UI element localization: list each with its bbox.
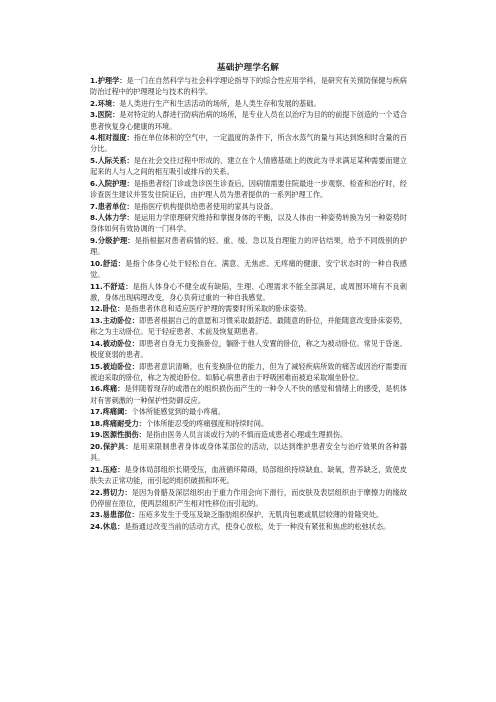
term-entry (90, 361, 407, 383)
entry-term: 主动卧位： (102, 315, 140, 325)
entry-number: 24. (90, 521, 103, 531)
entry-definition: 是指根据对患者病情的轻、重、缓、急以及自理能力的评估结果，给予不同级别的护理。 (90, 235, 407, 257)
entry-term: 相对湿度： (97, 133, 134, 143)
entry-definition: 是指人体身心不健全或有缺陷，生理、心理需求不能全部满足，或周围环境有不良刺激，身体出现病理改变，身心负荷过重的一种自我感觉。 (90, 281, 407, 302)
entry-number: 10. (90, 258, 103, 268)
term-entry (90, 383, 407, 405)
entry-definition: 是人类进行生产和生活活动的场所，是人类生存和发展的基础。 (119, 98, 321, 108)
term-entry (90, 98, 407, 109)
entry-number: 21. (90, 464, 103, 474)
entry-term: 休息： (102, 521, 125, 531)
entry-term: 入院护理： (97, 178, 134, 188)
entry-definition: 是对特定的人群进行防病治病的场所，是专业人员在以治疗为目的的前提下创造的一个适合患者恢复身心健康的环境。 (90, 110, 407, 131)
term-entry (90, 155, 407, 177)
entry-term: 患者单位： (97, 201, 134, 211)
entry-term: 人体力学： (97, 213, 134, 223)
entry-number: 20. (90, 441, 103, 451)
entry-number: 12. (90, 304, 103, 314)
term-entry (90, 212, 407, 234)
entry-definition: 即患者意识清晰，也有变换卧位的能力，但为了减轻疾病所致的痛苦或因治疗需要而被迫采取的卧位，称之为被迫卧位。如肺心病患者由于呼吸困难而被迫采取端坐卧位。 (90, 361, 407, 382)
term-entry (90, 109, 407, 131)
entry-definition: 是因为骨骼及深层组织由于重力作用会向下滑行，而皮肤及表层组织由于摩擦力的缘故仍停留在原位，使两层组织产生相对性移位而引起的。 (90, 487, 407, 508)
entry-definition: 即患者自身无力变换卧位，躺卧于他人安置的卧位，称之为被动卧位。常见于昏迷、极度衰弱的患者。 (90, 338, 407, 359)
entry-term: 分级护理： (97, 235, 135, 245)
entry-definition: 是指患者经门诊或急诊医生诊查后，因病情需要住院最进一步观察、检查和治疗时，经诊查医生建议并签发住院证后，由护理人员为患者提供的一系列护理工作。 (90, 178, 407, 199)
entry-number: 18. (90, 418, 103, 428)
entry-term: 护理学： (97, 76, 127, 85)
term-entry (90, 338, 407, 360)
entry-number: 23. (90, 510, 103, 520)
entry-number: 22. (90, 487, 103, 497)
term-entry (90, 75, 407, 97)
entry-definition: 是指个体身心处于轻松自在、满意、无焦虑、无疼痛的健康、安宁状态时的一种自我感觉。 (90, 258, 407, 279)
entry-term: 医院： (97, 110, 120, 120)
entry-number: 16. (90, 384, 103, 394)
entry-term: 被动卧位： (102, 338, 140, 348)
entry-number: 15. (90, 361, 103, 371)
term-entry (90, 509, 407, 520)
entry-definition: 即患者根据自己的意愿和习惯采取最舒适、最随意的卧位，并能随意改变卧床姿势，称之为主动卧位。见于轻症患者、术前及恢复期患者。 (90, 315, 407, 337)
entry-definition: 是在社会交往过程中形成的、建立在个人情感基础上的彼此为寻求满足某种需要而建立起来的人与人之间的相互吸引或排斥的关系。 (90, 155, 407, 177)
entry-number: 3. (90, 110, 98, 120)
entry-term: 不舒适： (102, 281, 133, 291)
term-entry (90, 235, 407, 257)
entry-term: 人际关系： (97, 155, 134, 165)
entry-definition: 是用来限制患者身体或身体某部位的活动，以达到维护患者安全与治疗效果的各种器具。 (90, 441, 407, 463)
entry-term: 卧位： (102, 304, 125, 314)
term-entry (90, 132, 407, 154)
entry-definition: 压疮多发生于受压及缺乏脂肪组织保护、无肌肉包裹或肌层较薄的骨隆突处。 (138, 510, 384, 520)
entry-definition: 个体所能感觉到的最小疼痛。 (131, 407, 225, 417)
entry-number: 17. (90, 407, 103, 417)
entry-number: 14. (90, 338, 103, 348)
entry-number: 9. (90, 235, 98, 245)
term-list (90, 75, 407, 533)
entry-term: 疼痛阈： (102, 407, 132, 417)
entry-definition: 个体所能忍受的疼痛强度和持续时间。 (145, 418, 269, 428)
entry-definition: 是指医疗机构提供给患者使用的家具与设备。 (133, 201, 278, 211)
entry-term: 舒适： (102, 258, 126, 268)
entry-definition: 是指患者休息和适应医疗护理的需要时所采取的卧床姿势。 (124, 304, 312, 314)
term-entry (90, 201, 407, 212)
entry-number: 7. (90, 201, 98, 211)
term-entry (90, 281, 407, 303)
term-entry (90, 406, 407, 417)
term-entry (90, 521, 407, 532)
entry-definition: 是指由医务人员言谈或行为的不慎而造成患者心理或生理损伤。 (145, 430, 348, 440)
entry-number: 6. (90, 178, 98, 188)
entry-term: 被迫卧位： (102, 361, 140, 371)
entry-term: 环境： (97, 98, 120, 108)
entry-number: 8. (90, 213, 98, 223)
entry-number: 19. (90, 430, 103, 440)
entry-term: 易患部位： (102, 510, 139, 520)
term-entry (90, 487, 407, 509)
entry-term: 剪切力： (102, 487, 132, 497)
term-entry (90, 464, 407, 486)
entry-number: 11. (90, 281, 103, 291)
entry-definition: 是一门在自然科学与社会科学理论指导下的综合性应用学科，是研究有关预防保健与疾病防治过程中的护理理论与技术的科学。 (90, 76, 407, 97)
entry-term: 压疮： (102, 464, 125, 474)
term-entry (90, 258, 407, 280)
term-entry (90, 418, 407, 429)
entry-term: 疼痛耐受力： (102, 418, 146, 428)
entry-number: 13. (90, 315, 103, 325)
entry-definition: 是运用力学原理研究维持和掌握身体的平衡，以及人体由一种姿势转换为另一种姿势时身体如何有效协调的一门科学。 (90, 213, 407, 234)
term-entry (90, 429, 407, 440)
entry-number: 1. (90, 76, 98, 85)
entry-definition: 是指通过改变当前的活动方式，使身心放松，处于一种没有紧张和焦虑的松弛状态。 (124, 521, 391, 531)
term-entry (90, 315, 407, 337)
entry-term: 保护具： (102, 441, 133, 451)
term-entry (90, 178, 407, 200)
entry-definition: 指在单位体积的空气中，一定温度的条件下，所含水蒸气的量与其达到饱和时含量的百分比。 (90, 133, 407, 154)
entry-term: 医源性损伤： (102, 430, 146, 440)
entry-definition: 是身体局部组织长期受压，血液循环障碍，局部组织持续缺血、缺氧，营养缺乏，致使皮肤失去正常功能，而引起的组织破损和坏死。 (90, 464, 407, 485)
entry-number: 5. (90, 155, 98, 165)
entry-number: 2. (90, 98, 98, 108)
term-entry (90, 441, 407, 463)
entry-term: 疼痛： (102, 384, 125, 394)
entry-definition: 是伴随着现存的或潜在的组织损伤而产生的一种令人不快的感觉和情绪上的感受，是机体对有害刺激的一种保护性防御反应。 (90, 384, 407, 405)
entry-number: 4. (90, 133, 98, 143)
document-title: 基础护理学名解 (216, 63, 280, 73)
term-entry (90, 303, 407, 314)
